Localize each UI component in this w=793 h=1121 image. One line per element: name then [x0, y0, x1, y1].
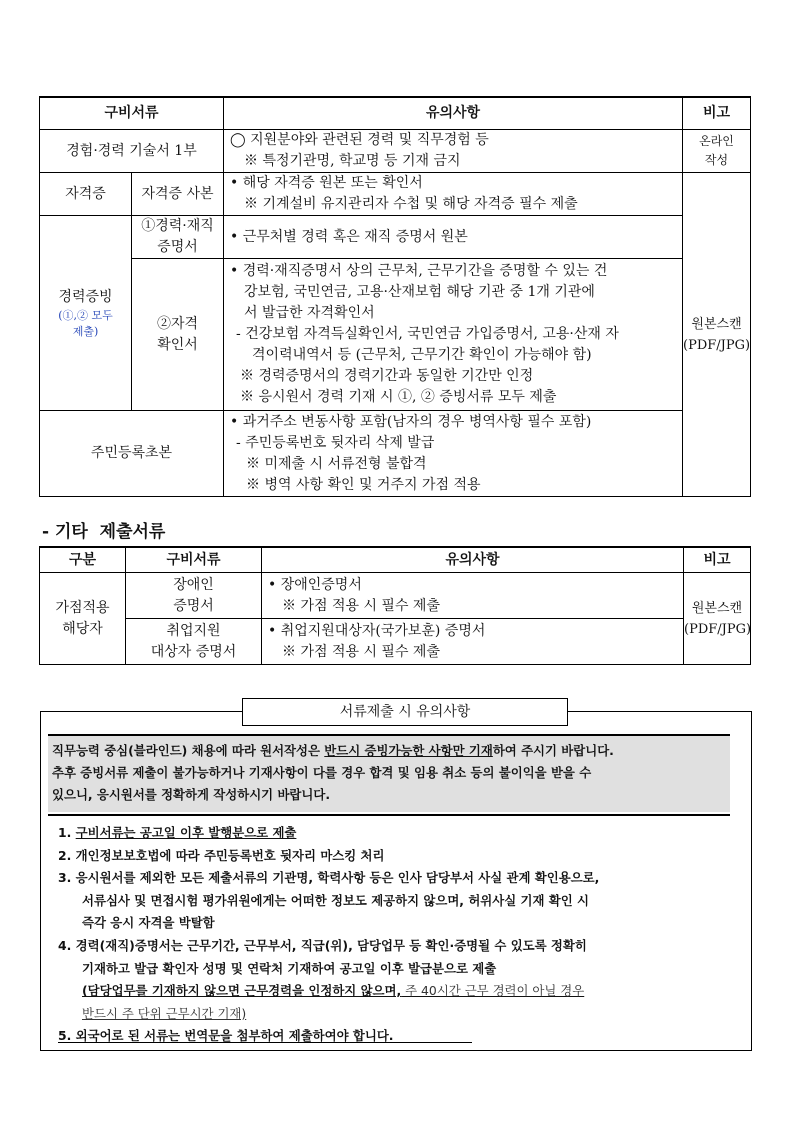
header-category: 구분: [40, 547, 126, 573]
career-sub2: ②자격 확인서: [132, 259, 224, 411]
table-row: [40, 573, 751, 619]
scan-remark: 원본스캔 (PDF/JPG): [683, 173, 751, 497]
employment-support-doc: 취업지원 대상자 증명서: [126, 619, 262, 665]
experience-notes: ◯ 지원분야와 관련된 경력 및 직무경험 등 ※ 특정기관명, 학교명 등 기재 금지: [224, 130, 683, 173]
table-row: [40, 216, 751, 259]
disability-notes: • 장애인증명서 ※ 가점 적용 시 필수 제출: [262, 573, 684, 619]
resident-label: 주민등록초본: [40, 411, 224, 497]
table-header-row: [40, 97, 751, 130]
required-documents-table: [39, 96, 751, 497]
notice-list: [58, 822, 748, 1048]
section-title-other-documents: - 기타 제출서류: [42, 522, 166, 542]
career-sub2-notes: • 경력·재직증명서 상의 근무처, 근무기간을 증명할 수 있는 건 강보험, 국민연금, 고용·산재보험 해당 기관 중 1개 기관에 서 발급한 자격확인서 - 건강보험 자격득실확인서, 국민연금 가입증명서, 고용·산재 자 격이력내역서 등 (근무처, 근무기간 확인이 가능해야 함) ※ 경력증명서의 경력기간과 동일한 기간만 인정 ※ 응시원서 경력 기재 시 ①, ② 증빙서류 모두 제출: [224, 259, 683, 411]
list-item: 5. 외국어로 된 서류는 번역문을 첨부하여 제출하여야 합니다.: [58, 1028, 394, 1044]
header-notes: 유의사항: [262, 547, 684, 573]
notice-divider-top: [48, 734, 730, 736]
list-item: 4. 경력(재직)증명서는 근무기간, 근무부서, 직급(위), 담당업무 등 확인·증명될 수 있도록 정확히 기재하고 발급 확인자 성명 및 연락처 기재하여 공고일 이후 발급분으로 제출 (담당업무를 기재하지 않으면 근무경력을 인정하지 않으며, 주 40시간 근무 경력이 아닐 경우 반드시 주 단위 근무시간 기재): [58, 937, 587, 1021]
bonus-remark: 원본스캔 (PDF/JPG): [684, 573, 751, 665]
table-row: [40, 173, 751, 216]
employment-support-notes: • 취업지원대상자(국가보훈) 증명서 ※ 가점 적용 시 필수 제출: [262, 619, 684, 665]
list-item: 3. 응시원서를 제외한 모든 제출서류의 기관명, 학력사항 등은 인사 담당부서 사실 관계 확인용으로, 서류심사 및 면접시험 평가위원에게는 어떠한 정보도 제공하지 않으며, 허위사실 기재 확인 시 즉각 응시 자격을 박탈함: [58, 870, 600, 931]
bonus-category: 가점적용 해당자: [40, 573, 126, 665]
header-remarks: 비고: [684, 547, 751, 573]
cert-notes: • 해당 자격증 원본 또는 확인서 ※ 기계설비 유지관리자 수첩 및 해당 자격증 필수 제출: [224, 173, 683, 216]
notice-title: 서류제출 시 유의사항: [242, 698, 568, 726]
list-item: 2. 개인정보보호법에 따라 주민등록번호 뒷자리 마스킹 처리: [58, 847, 385, 863]
experience-label: 경험·경력 기술서 1부: [40, 130, 224, 173]
table-row: [40, 619, 751, 665]
header-remarks: 비고: [683, 97, 751, 130]
notice-intro: 직무능력 중심(블라인드) 채용에 따라 원서작성은 반드시 증빙가능한 사항만 기재하여 주시기 바랍니다. 추후 증빙서류 제출이 불가능하거나 기재사항이 다를 경우 합격 및 임용 취소 등의 불이익을 받을 수 있으니, 응시원서를 정확하게 작성하시기 바랍니다.: [48, 736, 730, 812]
list-item: 1. 구비서류는 공고일 이후 발행분으로 제출: [58, 825, 297, 840]
career-sub1-notes: • 근무처별 경력 혹은 재직 증명서 원본: [224, 216, 683, 259]
career-label-note: (①,② 모두: [58, 308, 113, 322]
header-documents: 구비서류: [126, 547, 262, 573]
other-documents-table: [39, 546, 751, 665]
table-header-row: [40, 547, 751, 573]
experience-remark: 온라인 작성: [683, 130, 751, 173]
career-sub1: ①경력·재직 증명서: [132, 216, 224, 259]
table-row: [40, 259, 751, 411]
cert-sub: 자격증 사본: [132, 173, 224, 216]
career-label: 경력증빙 (①,② 모두 제출): [40, 216, 132, 411]
cert-label: 자격증: [40, 173, 132, 216]
notice-divider-end: [58, 1042, 472, 1043]
notice-divider-bottom: [48, 814, 730, 816]
resident-notes: • 과거주소 변동사항 포함(남자의 경우 병역사항 필수 포함) - 주민등록번호 뒷자리 삭제 발급 ※ 미제출 시 서류전형 불합격 ※ 병역 사항 확인 및 거주지 가점 적용: [224, 411, 683, 497]
table-row: [40, 130, 751, 173]
disability-doc: 장애인 증명서: [126, 573, 262, 619]
header-notes: 유의사항: [224, 97, 683, 130]
header-documents: 구비서류: [40, 97, 224, 130]
notice-intro-emphasis: 반드시 증빙가능한 사항만 기재: [324, 743, 493, 758]
table-row: [40, 411, 751, 497]
